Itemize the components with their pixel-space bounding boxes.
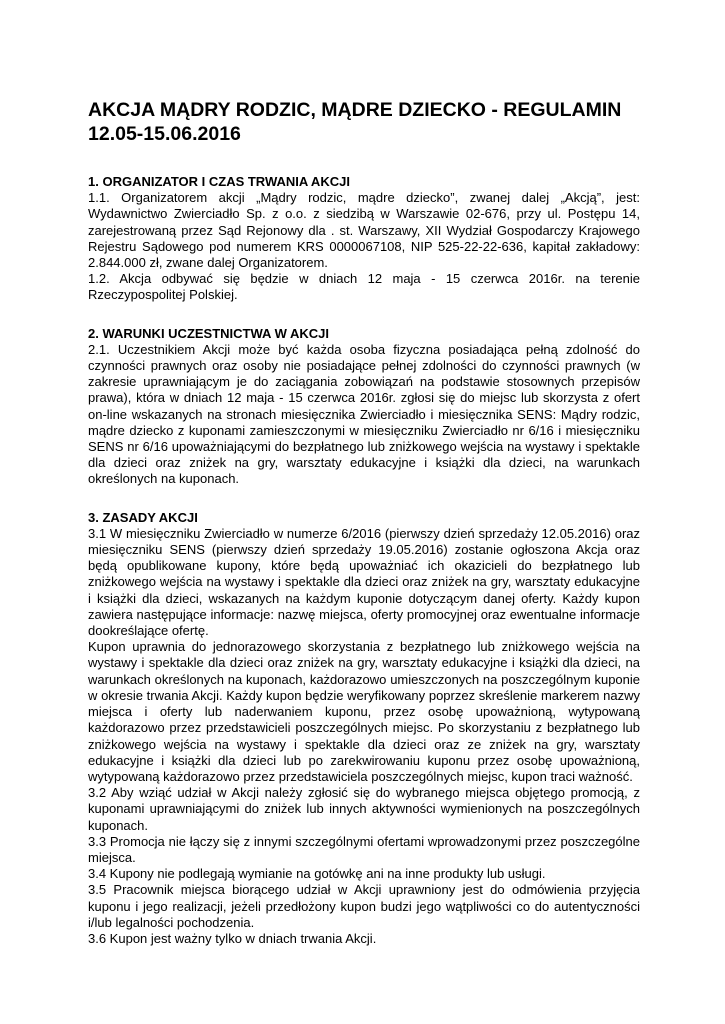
document-title-line-1: AKCJA MĄDRY RODZIC, MĄDRE DZIECKO - REGULAMIN bbox=[88, 99, 622, 121]
section-organizer bbox=[88, 174, 640, 304]
section-heading: 3. ZASADY AKCJI bbox=[88, 509, 198, 525]
paragraph: 3.6 Kupon jest ważny tylko w dniach trwania Akcji. bbox=[88, 930, 377, 946]
paragraph: 2.1. Uczestnikiem Akcji może być każda osoba fizyczna posiadająca pełną zdolność do czynności prawnych oraz osoby nie posiadające pełnej zdolności do czynności prawnych (w zakresie uprawniającym je do zaciągania zobowiązań na podstawie stosownych przepisów prawa), która w dniach 12 maja - 15 czerwca 2016r. zgłosi się do miejsc lub skorzysta z ofert on-line wskazanych na stronach miesięcznika Zwierciadło i miesięcznika SENS: Mądry rodzic, mądre dziecko z kuponami zamieszczonymi w miesięczniku Zwierciadło nr 6/16 i miesięczniku SENS nr 6/16 upoważniającymi do bezpłatnego lub zniżkowego wejścia na wystawy i spektakle dla dzieci oraz zniżek na gry, warsztaty edukacyjne i książki dla dzieci, na warunkach określonych na kuponach. bbox=[88, 341, 640, 487]
paragraph: 1.2. Akcja odbywać się będzie w dniach 12 maja - 15 czerwca 2016r. na terenie Rzeczypospolitej Polskiej. bbox=[88, 271, 640, 303]
paragraph: Kupon uprawnia do jednorazowego skorzystania z bezpłatnego lub zniżkowego wejścia na wystawy i spektakle dla dzieci oraz zniżek na gry, warsztaty edukacyjne i książki dla dzieci, na warunkach określonych na kuponach, każdorazowo umieszczonych na poszczególnym kuponie w okresie trwania Akcji. Każdy kupon będzie weryfikowany poprzez skreślenie markerem nazwy miejsca i oferty lub naderwaniem kuponu, przez osobę upoważnioną, wytypowaną każdorazowo przez przedstawicieli poszczególnych miejsc. Po skorzystaniu z bezpłatnego lub zniżkowego wejścia na wystawy i spektakle dla dzieci oraz ze zniżek na gry, warsztaty edukacyjne i książki dla dzieci lub po zarekwirowaniu kuponu przez osobę upoważnioną, wytypowaną każdorazowo przez przedstawiciela poszczególnych miejsc, kupon traci ważność. bbox=[88, 639, 640, 784]
section-heading: 1. ORGANIZATOR I CZAS TRWANIA AKCJI bbox=[88, 174, 350, 189]
paragraph: 1.1. Organizatorem akcji „Mądry rodzic, mądre dziecko”, zwanej dalej „Akcją”, jest: Wydawnictwo Zwierciadło Sp. z o.o. z siedzibą w Warszawie 02-676, przy ul. Postępu 14, zarejestrowaną przez Sąd Rejonowy dla . st. Warszawy, XII Wydział Gospodarczy Krajowego Rejestru Sądowego pod numerem KRS 0000067108, NIP 525-22-22-636, kapitał zakładowy: 2.844.000 zł, zwane dalej Organizatorem. bbox=[88, 190, 640, 271]
document-title-line-2: 12.05-15.06.2016 bbox=[88, 123, 241, 145]
paragraph: 3.3 Promocja nie łączy się z innymi szczególnymi ofertami wprowadzonymi przez poszczególne miejsca. bbox=[88, 833, 640, 865]
section-heading: 2. WARUNKI UCZESTNICTWA W AKCJI bbox=[88, 325, 329, 341]
section-participation bbox=[88, 326, 640, 488]
paragraph: 3.5 Pracownik miejsca biorącego udział w Akcji uprawniony jest do odmówienia przyjęcia kuponu i jego realizacji, jeżeli przedłożony kupon budzi jego wątpliwości co do autentyczności i/lub legalności pochodzenia. bbox=[88, 882, 640, 930]
paragraph: 3.2 Aby wziąć udział w Akcji należy zgłosić się do wybranego miejsca objętego promocją, z kuponami uprawniającymi do zniżek lub innych aktywności wymienionych na poszczególnych kuponach. bbox=[88, 785, 640, 833]
document-title bbox=[88, 98, 640, 146]
paragraph: 3.1 W miesięczniku Zwierciadło w numerze 6/2016 (pierwszy dzień sprzedaży 12.05.2016) oraz miesięczniku SENS (pierwszy dzień sprzedaży 19.05.2016) zostanie ogłoszona Akcja oraz będą opublikowane kupony, które będą upoważniać ich okazicieli do bezpłatnego lub zniżkowego wejścia na wystawy i spektakle dla dzieci oraz zniżek na gry, warsztaty edukacyjne i książki dla dzieci, wskazanych na każdym kuponie dotyczącym danej oferty. Każdy kupon zawiera następujące informacje: nazwę miejsca, oferty promocyjnej oraz ewentualne informacje dookreślające ofertę. bbox=[88, 525, 640, 639]
section-rules bbox=[88, 510, 640, 947]
paragraph: 3.4 Kupony nie podlegają wymianie na gotówkę ani na inne produkty lub usługi. bbox=[88, 866, 546, 882]
